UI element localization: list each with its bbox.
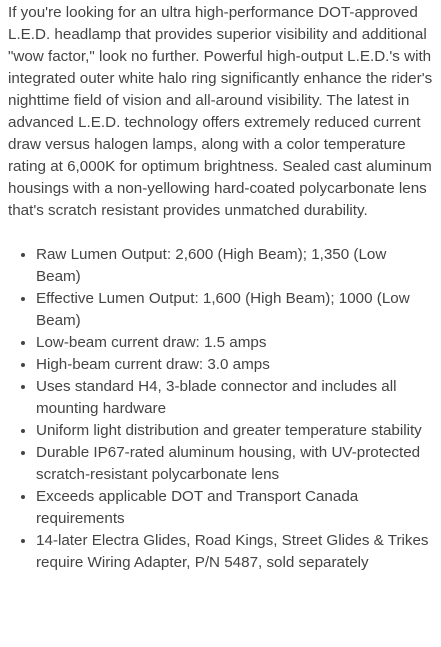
feature-list xyxy=(8,244,433,574)
feature-item: • Low-beam current draw: 1.5 amps xyxy=(36,332,433,354)
feature-item: • Raw Lumen Output: 2,600 (High Beam); 1,350 (Low Beam) xyxy=(36,244,433,288)
feature-item: • Exceeds applicable DOT and Transport Canada requirements xyxy=(36,486,433,530)
feature-item: • Uses standard H4, 3-blade connector and includes all mounting hardware xyxy=(36,376,433,420)
feature-item: • Effective Lumen Output: 1,600 (High Beam); 1000 (Low Beam) xyxy=(36,288,433,332)
feature-item: • 14-later Electra Glides, Road Kings, Street Glides & Trikes require Wiring Adapter, P/N 5487, sold separately xyxy=(36,530,433,574)
feature-item: • High-beam current draw: 3.0 amps xyxy=(36,354,433,376)
product-description: If you're looking for an ultra high-performance DOT-approved L.E.D. headlamp that provides superior visibility and additional "wow factor," look no further. Powerful high-output L.E.D.'s with integrated outer white halo ring significantly enhance the rider's nighttime field of vision and all-around visibility. The latest in advanced L.E.D. technology offers extremely reduced current draw versus halogen lamps, along with a color temperature rating at 6,000K for optimum brightness. Sealed cast aluminum housings with a non-yellowing hard-coated polycarbonate lens that's scratch resistant provides unmatched durability. xyxy=(8,4,433,219)
feature-item: • Uniform light distribution and greater temperature stability xyxy=(36,420,433,442)
feature-item: • Durable IP67-rated aluminum housing, with UV-protected scratch-resistant polycarbonate lens xyxy=(36,442,433,486)
